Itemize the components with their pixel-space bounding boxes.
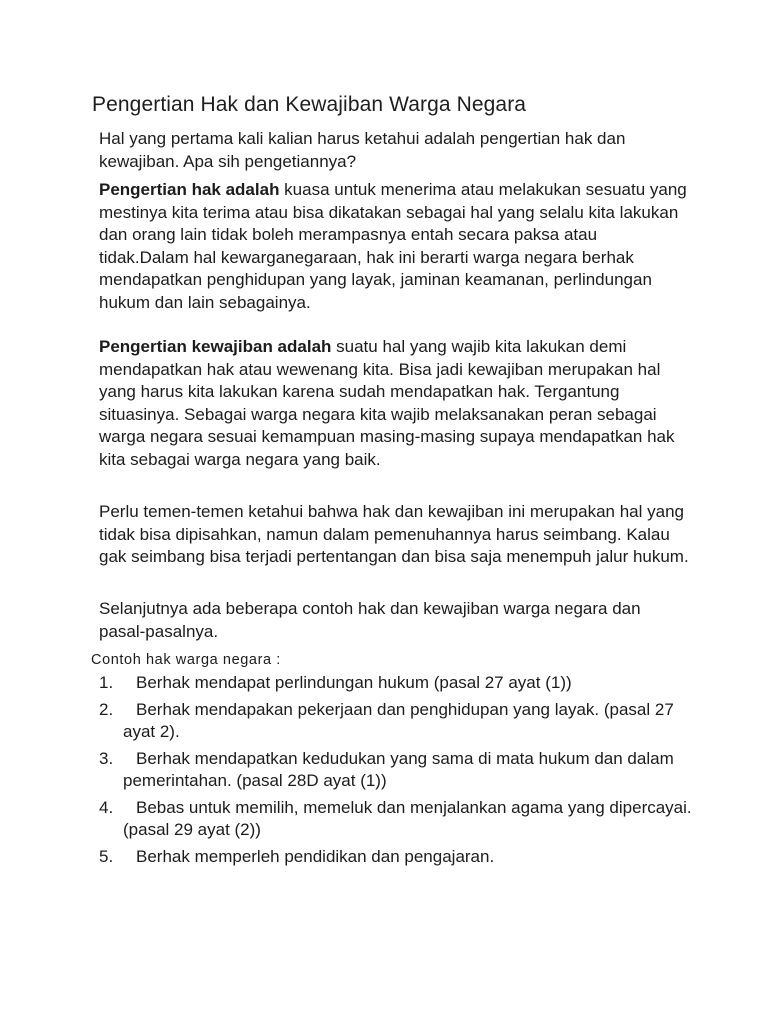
list-item	[99, 797, 699, 842]
rights-list	[99, 672, 699, 872]
list-item-number: 1.	[99, 673, 114, 692]
page-title: Pengertian Hak dan Kewajiban Warga Negara	[92, 93, 527, 116]
list-item-number: 5.	[99, 846, 114, 866]
selanjutnya-paragraph: Selanjutnya ada beberapa contoh hak dan kewajiban warga negara dan pasal-pasalnya.	[99, 599, 641, 641]
list-item	[99, 846, 699, 869]
intro-paragraph: Hal yang pertama kali kalian harus ketahui adalah pengertian hak dan kewajiban. Apa sih pengetiannya?	[99, 129, 626, 171]
list-item-number: 4.	[99, 797, 114, 817]
list-item	[99, 699, 699, 744]
list-item-number: 3.	[99, 748, 114, 768]
hak-definition-lead: Pengertian hak adalah	[99, 180, 280, 199]
perlu-paragraph: Perlu temen-temen ketahui bahwa hak dan kewajiban ini merupakan hal yang tidak bisa dipisahkan, namun dalam pemenuhannya harus seimbang. Kalau gak seimbang bisa terjadi pertentangan dan bisa saja menempuh jalur hukum.	[99, 502, 689, 566]
kewajiban-definition-paragraph	[99, 336, 689, 471]
list-item	[99, 672, 699, 695]
kewajiban-definition-lead: Pengertian kewajiban adalah	[99, 337, 332, 356]
list-item-text: Berhak mendapakan pekerjaan dan penghidupan yang layak. (pasal 27 ayat 2).	[123, 699, 674, 741]
kewajiban-definition-text: suatu hal yang wajib kita lakukan demi mendapatkan hak atau wewenang kita. Bisa jadi kewajiban merupakan hal yang harus kita lakukan karena sudah mendapatkan hak. Tergantung situasinya. Sebagai warga negara kita wajib melaksanakan peran sebagai warga negara sesuai kemampuan masing-masing supaya mendapatkan hak kita sebagai warga negara yang baik.	[99, 337, 675, 469]
list-heading: Contoh hak warga negara :	[91, 652, 281, 668]
list-item	[99, 748, 699, 793]
hak-definition-paragraph	[99, 179, 689, 314]
hak-definition-text: kuasa untuk menerima atau melakukan sesuatu yang mestinya kita terima atau bisa dikatakan sebagai hal yang selalu kita lakukan dan orang lain tidak boleh merampasnya entah secara paksa atau tidak.Dalam hal kewarganegaraan, hak ini berarti warga negara berhak mendapatkan penghidupan yang layak, jaminan keamanan, perlindungan hukum dan lain sebagainya.	[99, 180, 687, 312]
list-item-text: Berhak memperleh pendidikan dan pengajaran.	[136, 846, 495, 866]
list-item-text: Berhak mendapatkan kedudukan yang sama di mata hukum dan dalam pemerintahan. (pasal 28D ayat (1))	[123, 748, 674, 790]
list-item-text: Bebas untuk memilih, memeluk dan menjalankan agama yang dipercayai. (pasal 29 ayat (2))	[123, 797, 692, 839]
list-item-text: Berhak mendapat perlindungan hukum (pasal 27 ayat (1))	[136, 673, 572, 692]
list-item-number: 2.	[99, 699, 114, 719]
